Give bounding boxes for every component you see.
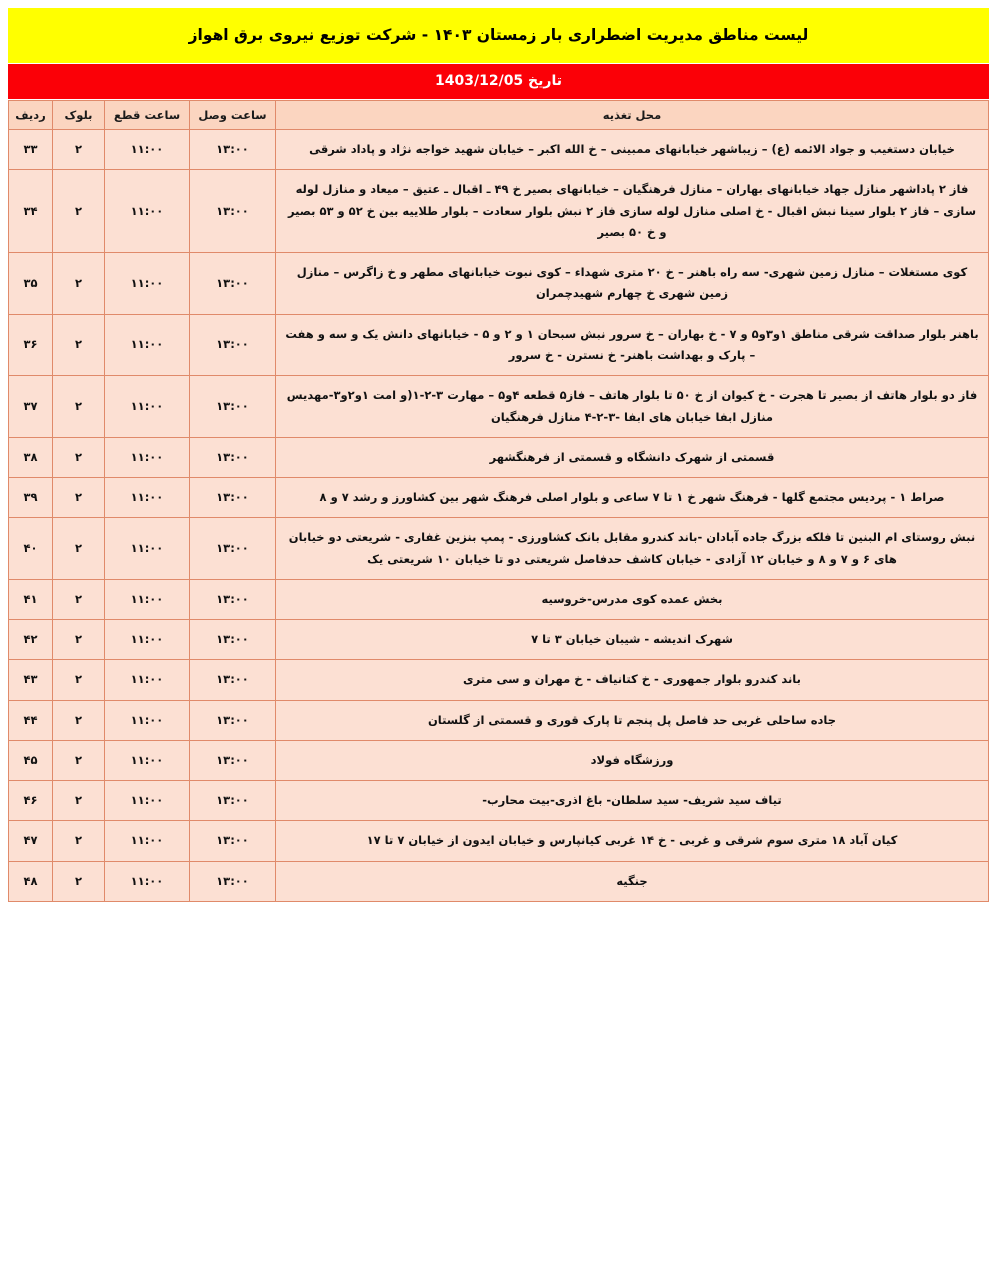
cell-block: ۲	[53, 437, 105, 477]
table-row	[9, 437, 989, 477]
cell-block: ۲	[53, 518, 105, 580]
cell-row-number: ۴۷	[9, 821, 53, 861]
cell-block: ۲	[53, 376, 105, 438]
cell-place: بخش عمده کوی مدرس-خروسیه	[276, 579, 989, 619]
cell-place: جاده ساحلی غربی حد فاصل پل پنجم تا پارک قوری و قسمتی از گلستان	[276, 700, 989, 740]
table-row	[9, 700, 989, 740]
cell-on-time: ۱۳:۰۰	[190, 620, 276, 660]
cell-off-time: ۱۱:۰۰	[105, 130, 190, 170]
cell-place: تیاف سید شریف- سید سلطان- باغ اذری-بیت محارب-	[276, 781, 989, 821]
table-row	[9, 740, 989, 780]
cell-on-time: ۱۳:۰۰	[190, 861, 276, 901]
cell-on-time: ۱۳:۰۰	[190, 518, 276, 580]
cell-place: نبش روستای ام البنین تا فلکه بزرگ جاده آبادان -باند کندرو مقابل بانک کشاورزی - پمپ بنزین غفاری - شریعتی دو خیابان های ۶ و ۷ و ۸ و خیابان ۱۲ آزادی - خیابان کاشف حدفاصل شریعتی دو تا خیابان ۱۰ شریعتی یک	[276, 518, 989, 580]
cell-on-time: ۱۳:۰۰	[190, 376, 276, 438]
table-row	[9, 821, 989, 861]
cell-row-number: ۴۴	[9, 700, 53, 740]
cell-place: شهرک اندیشه - شیبان خیابان ۳ تا ۷	[276, 620, 989, 660]
table-row	[9, 861, 989, 901]
cell-block: ۲	[53, 781, 105, 821]
column-header-off-time: ساعت قطع	[105, 101, 190, 130]
cell-block: ۲	[53, 253, 105, 315]
cell-block: ۲	[53, 861, 105, 901]
cell-row-number: ۴۰	[9, 518, 53, 580]
cell-place: فاز دو بلوار هاتف از بصیر تا هجرت - خ کیوان از خ ۵۰ تا بلوار هاتف – فاز۵ قطعه ۴و۵ – مهارت ۳-۲-۱(و امت ۱و۲و۳-مهدیس منازل ابفا خیابان های ابفا -۳-۲-۴ منازل فرهنگیان	[276, 376, 989, 438]
cell-off-time: ۱۱:۰۰	[105, 253, 190, 315]
cell-on-time: ۱۳:۰۰	[190, 740, 276, 780]
date-banner: تاریخ 1403/12/05	[8, 64, 989, 99]
cell-place: خیابان دستغیب و جواد الائمه (ع) – زیباشهر خیابانهای ممبینی – خ الله اکبر – خیابان شهید خواجه نژاد و پاداد شرقی	[276, 130, 989, 170]
cell-block: ۲	[53, 620, 105, 660]
cell-off-time: ۱۱:۰۰	[105, 700, 190, 740]
cell-on-time: ۱۳:۰۰	[190, 579, 276, 619]
cell-block: ۲	[53, 660, 105, 700]
cell-place: ورزشگاه فولاد	[276, 740, 989, 780]
cell-on-time: ۱۳:۰۰	[190, 781, 276, 821]
table-row	[9, 478, 989, 518]
cell-block: ۲	[53, 478, 105, 518]
cell-place: صراط ۱ - پردیس مجتمع گلها - فرهنگ شهر خ ۱ تا ۷ ساعی و بلوار اصلی فرهنگ شهر بین کشاورز و رشد ۷ و ۸	[276, 478, 989, 518]
cell-place: کوی مستغلات – منازل زمین شهری- سه راه باهنر – خ ۲۰ متری شهداء – کوی نبوت خیابانهای مطهر و خ زاگرس – منازل زمین شهری خ چهارم شهیدچمران	[276, 253, 989, 315]
table-header-row	[9, 101, 989, 130]
cell-on-time: ۱۳:۰۰	[190, 170, 276, 253]
cell-row-number: ۴۱	[9, 579, 53, 619]
table-row	[9, 130, 989, 170]
cell-off-time: ۱۱:۰۰	[105, 821, 190, 861]
table-row	[9, 781, 989, 821]
column-header-place: محل تغذیه	[276, 101, 989, 130]
cell-block: ۲	[53, 740, 105, 780]
cell-row-number: ۳۷	[9, 376, 53, 438]
cell-place: باهنر بلوار صداقت شرقی مناطق ۱و۳و۵ و ۷ - خ بهاران – خ سرور نبش سبحان ۱ و ۲ و ۵ - خیابانهای دانش یک و سه و هفت – پارک و بهداشت باهنر- خ نسترن - خ سرور	[276, 314, 989, 376]
cell-off-time: ۱۱:۰۰	[105, 478, 190, 518]
cell-row-number: ۳۹	[9, 478, 53, 518]
cell-on-time: ۱۳:۰۰	[190, 821, 276, 861]
cell-block: ۲	[53, 314, 105, 376]
table-row	[9, 170, 989, 253]
table-row	[9, 376, 989, 438]
table-body	[9, 130, 989, 902]
column-header-block: بلوک	[53, 101, 105, 130]
cell-on-time: ۱۳:۰۰	[190, 253, 276, 315]
cell-off-time: ۱۱:۰۰	[105, 861, 190, 901]
cell-place: جنگیه	[276, 861, 989, 901]
cell-on-time: ۱۳:۰۰	[190, 700, 276, 740]
cell-on-time: ۱۳:۰۰	[190, 660, 276, 700]
cell-place: فاز ۲ پاداشهر منازل جهاد خیابانهای بهاران – منازل فرهنگیان – خیابانهای بصیر خ ۴۹ ـ اقبال ـ عتیق – میعاد و منازل لوله سازی – فاز ۲ بلوار سینا نبش اقبال - خ اصلی منازل لوله سازی فاز ۲ نبش بلوار سعادت – بلوار طلاییه بین خ ۵۲ و ۵۳ بصیر و خ ۵۰ بصیر	[276, 170, 989, 253]
cell-row-number: ۴۵	[9, 740, 53, 780]
cell-block: ۲	[53, 821, 105, 861]
cell-off-time: ۱۱:۰۰	[105, 170, 190, 253]
cell-off-time: ۱۱:۰۰	[105, 579, 190, 619]
cell-row-number: ۳۴	[9, 170, 53, 253]
cell-row-number: ۴۸	[9, 861, 53, 901]
cell-place: باند کندرو بلوار جمهوری - خ کتانیاف - خ مهران و سی متری	[276, 660, 989, 700]
column-header-on-time: ساعت وصل	[190, 101, 276, 130]
cell-on-time: ۱۳:۰۰	[190, 314, 276, 376]
cell-row-number: ۴۳	[9, 660, 53, 700]
table-row	[9, 660, 989, 700]
cell-block: ۲	[53, 579, 105, 619]
table-row	[9, 579, 989, 619]
cell-block: ۲	[53, 170, 105, 253]
cell-block: ۲	[53, 700, 105, 740]
cell-row-number: ۳۸	[9, 437, 53, 477]
column-header-row: ردیف	[9, 101, 53, 130]
cell-off-time: ۱۱:۰۰	[105, 740, 190, 780]
page-title: لیست مناطق مدیریت اضطراری بار زمستان ۱۴۰۳ - شرکت توزیع نیروی برق اهواز	[8, 8, 989, 63]
cell-row-number: ۳۳	[9, 130, 53, 170]
cell-row-number: ۳۵	[9, 253, 53, 315]
cell-on-time: ۱۳:۰۰	[190, 478, 276, 518]
cell-on-time: ۱۳:۰۰	[190, 130, 276, 170]
cell-off-time: ۱۱:۰۰	[105, 781, 190, 821]
table-row	[9, 314, 989, 376]
cell-place: کیان آباد ۱۸ متری سوم شرقی و غربی - خ ۱۴ غربی کیانپارس و خیابان ایدون از خیابان ۷ تا ۱۷	[276, 821, 989, 861]
cell-off-time: ۱۱:۰۰	[105, 437, 190, 477]
cell-row-number: ۴۲	[9, 620, 53, 660]
table-row	[9, 620, 989, 660]
cell-block: ۲	[53, 130, 105, 170]
cell-off-time: ۱۱:۰۰	[105, 376, 190, 438]
cell-on-time: ۱۳:۰۰	[190, 437, 276, 477]
cell-off-time: ۱۱:۰۰	[105, 660, 190, 700]
table-row	[9, 518, 989, 580]
cell-place: قسمتی از شهرک دانشگاه و قسمتی از فرهنگشهر	[276, 437, 989, 477]
cell-row-number: ۳۶	[9, 314, 53, 376]
table-row	[9, 253, 989, 315]
cell-row-number: ۴۶	[9, 781, 53, 821]
cell-off-time: ۱۱:۰۰	[105, 518, 190, 580]
cell-off-time: ۱۱:۰۰	[105, 620, 190, 660]
outage-schedule-table	[8, 100, 989, 902]
cell-off-time: ۱۱:۰۰	[105, 314, 190, 376]
